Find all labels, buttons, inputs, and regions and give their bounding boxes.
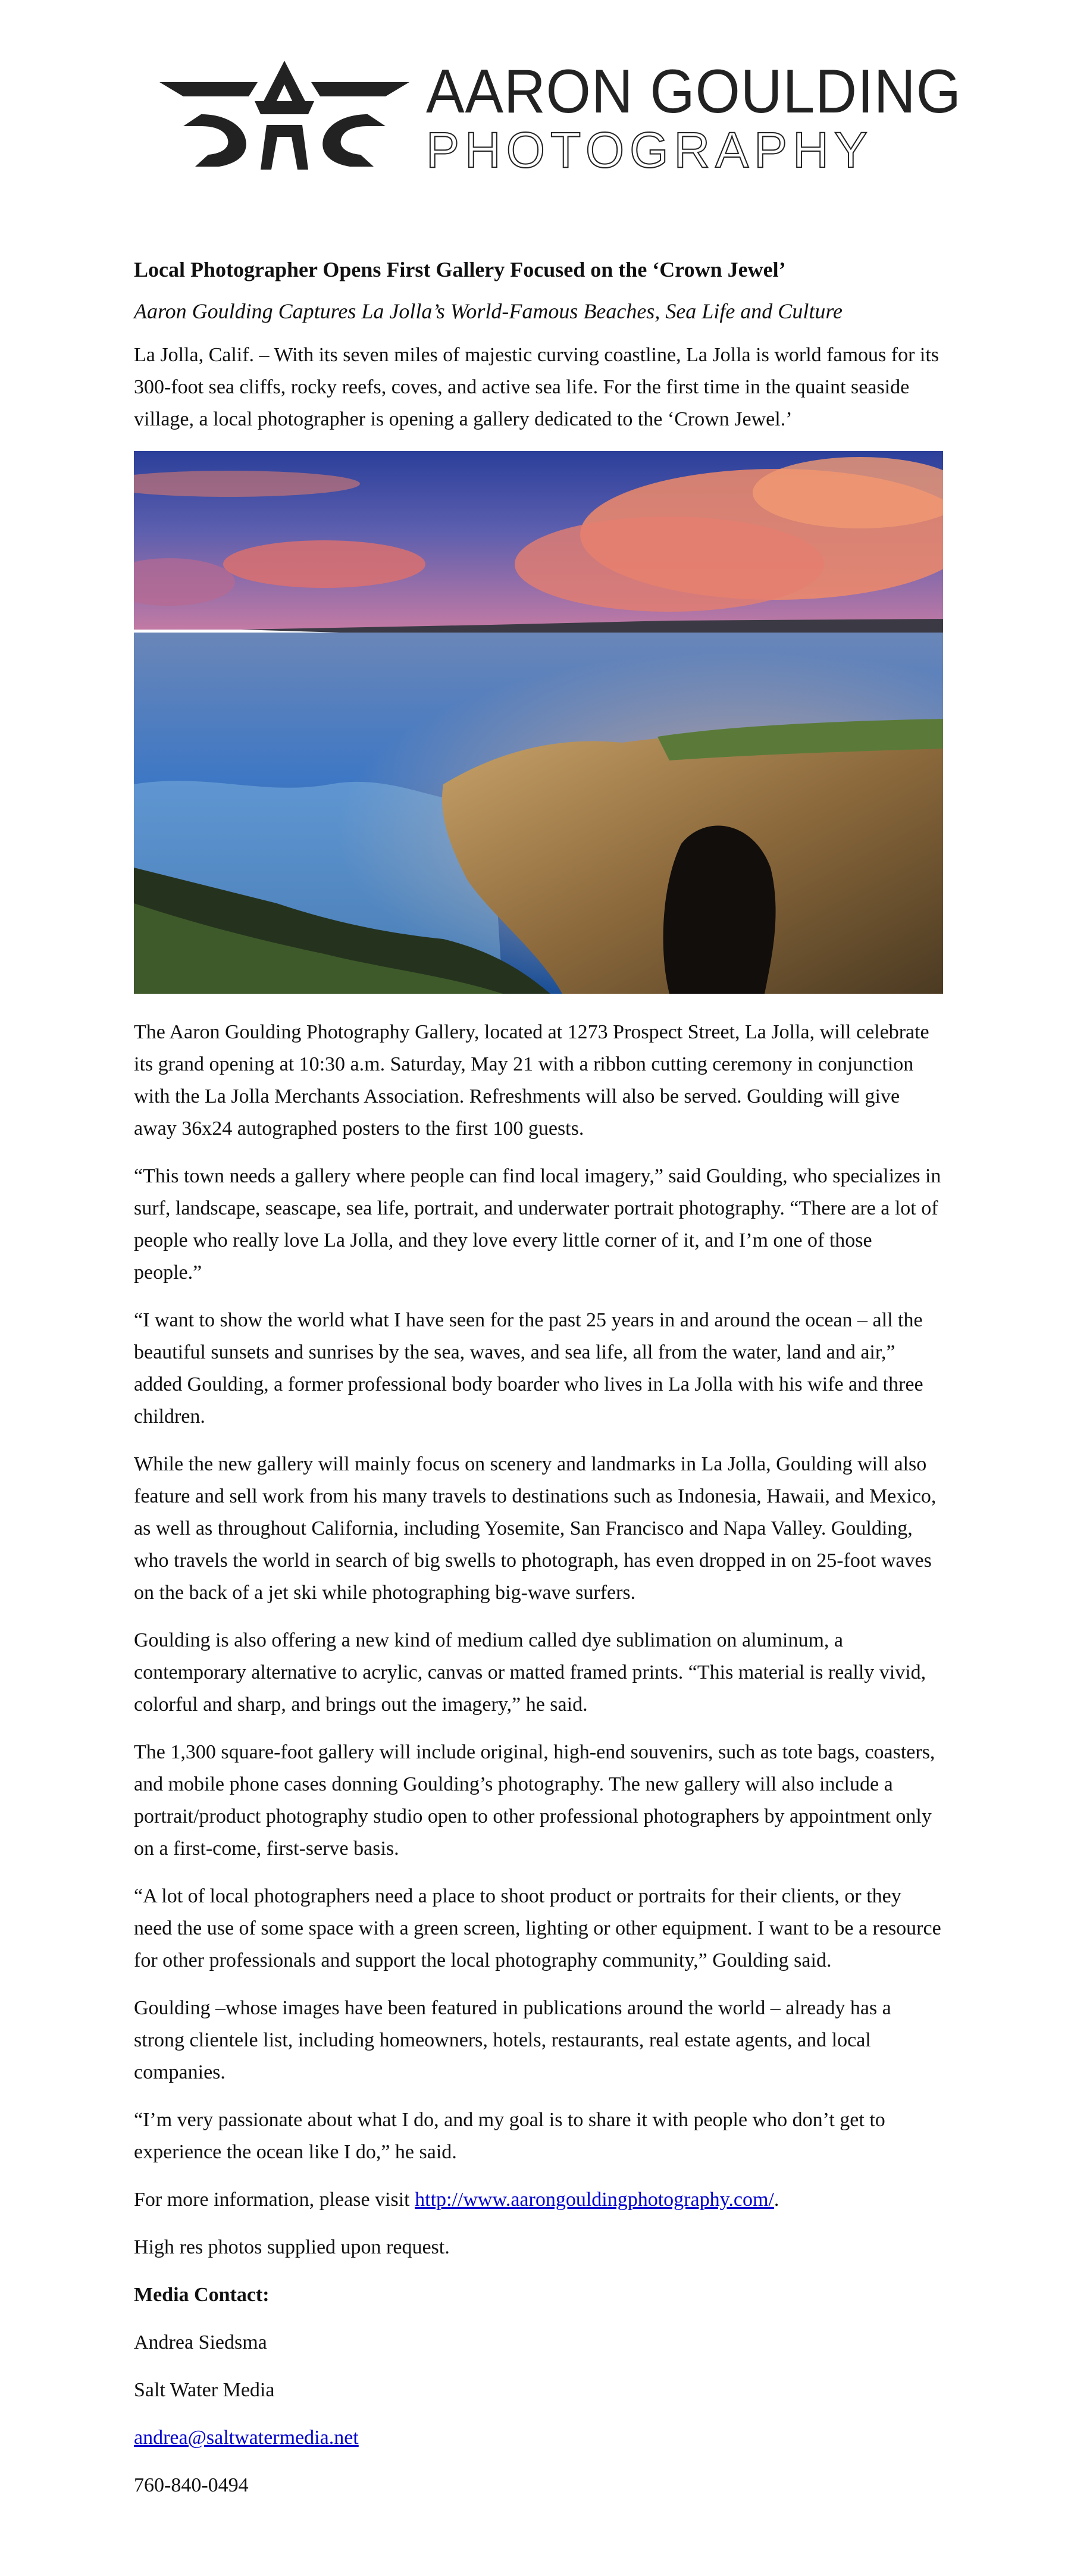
photos-note: High res photos supplied upon request. bbox=[134, 2236, 450, 2258]
intro-paragraph: La Jolla, Calif. – With its seven miles of majestic curving coastline, La Jolla is world famous for its 300-foot sea cliffs, rocky reefs, coves, and active sea life. For the first time in the quaint seaside village, a local photographer is opening a gallery dedicated to the ‘Crown Jewel.’ bbox=[134, 344, 940, 430]
body-paragraph: “A lot of local photographers need a place to shoot product or portraits for their clients, or they need the use of some space with a green screen, lighting or other equipment. I want to be a resource for other professionals and support the local photography community,” Goulding said. bbox=[134, 1885, 941, 1971]
hero-photo-la-jolla-coast bbox=[134, 451, 943, 994]
contact-name: Andrea Siedsma bbox=[134, 2331, 267, 2353]
more-info-paragraph bbox=[134, 2184, 943, 2216]
website-link[interactable]: http://www.aarongouldingphotography.com/ bbox=[415, 2189, 774, 2211]
contact-company: Salt Water Media bbox=[134, 2379, 275, 2401]
body-paragraph: “I want to show the world what I have seen for the past 25 years in and around the ocean – all the beautiful sunsets and sunrises by the sea, waves, and sea life, all from the water, land and air,” added Goulding, a former professional body boarder who lives in La Jolla with his wife and three children. bbox=[134, 1309, 923, 1428]
brand-logo bbox=[159, 57, 962, 178]
contact-email-link[interactable]: andrea@saltwatermedia.net bbox=[134, 2427, 359, 2449]
body-paragraph: The Aaron Goulding Photography Gallery, located at 1273 Prospect Street, La Jolla, will celebrate its grand opening at 10:30 a.m. Saturday, May 21 with a ribbon cutting ceremony in conjunction with the La Jolla Merchants Association. Refreshments will also be served. Goulding will give away 36x24 autographed posters to the first 100 guests. bbox=[134, 1021, 929, 1140]
contact-phone: 760-840-0494 bbox=[134, 2474, 249, 2496]
media-contact-label: Media Contact: bbox=[134, 2284, 270, 2306]
more-info-prefix: For more information, please visit bbox=[134, 2189, 415, 2211]
body-paragraph: The 1,300 square-foot gallery will include original, high-end souvenirs, such as tote bags, coasters, and mobile phone cases donning Goulding’s photography. The new gallery will also include a portrait/product photography studio open to other professional photographers by appointment only on a first-come, first-serve basis. bbox=[134, 1741, 935, 1860]
brand-name-line1: AARON GOULDING bbox=[426, 57, 962, 126]
body-paragraph: While the new gallery will mainly focus on scenery and landmarks in La Jolla, Goulding will also feature and sell work from his many travels to destinations such as Indonesia, Hawaii, and Mexico, as well as throughout California, including Yosemite, San Francisco and Napa Valley. Goulding, who travels the world in search of big swells to photograph, has even dropped in on 25-foot waves on the back of a jet ski while photographing big-wave surfers. bbox=[134, 1453, 937, 1604]
body-paragraph: “This town needs a gallery where people can find local imagery,” said Goulding, who specializes in surf, landscape, seascape, sea life, portrait, and underwater portrait photography. “There are a lot of people who really love La Jolla, and they love every little corner of it, and I’m one of those people.” bbox=[134, 1165, 941, 1284]
brand-name-line2: PHOTOGRAPHY bbox=[426, 122, 873, 178]
press-release bbox=[134, 256, 943, 2517]
body-paragraph: Goulding is also offering a new kind of medium called dye sublimation on aluminum, a contemporary alternative to acrylic, canvas or matted framed prints. “This material is really vivid, colorful and sharp, and brings out the imagery,” he said. bbox=[134, 1629, 926, 1716]
subheadline: Aaron Goulding Captures La Jolla’s World-Famous Beaches, Sea Life and Culture bbox=[134, 299, 843, 323]
headline: Local Photographer Opens First Gallery Focused on the ‘Crown Jewel’ bbox=[134, 258, 786, 281]
contact-email-line bbox=[134, 2422, 943, 2454]
body-paragraph: “I’m very passionate about what I do, and my goal is to share it with people who don’t get to experience the ocean like I do,” he said. bbox=[134, 2109, 885, 2163]
aaron-goulding-logo-mark bbox=[159, 60, 409, 173]
body-paragraph: Goulding –whose images have been featured in publications around the world – already has a strong clientele list, including homeowners, hotels, restaurants, real estate agents, and local companies. bbox=[134, 1997, 891, 2083]
more-info-suffix: . bbox=[774, 2189, 779, 2211]
